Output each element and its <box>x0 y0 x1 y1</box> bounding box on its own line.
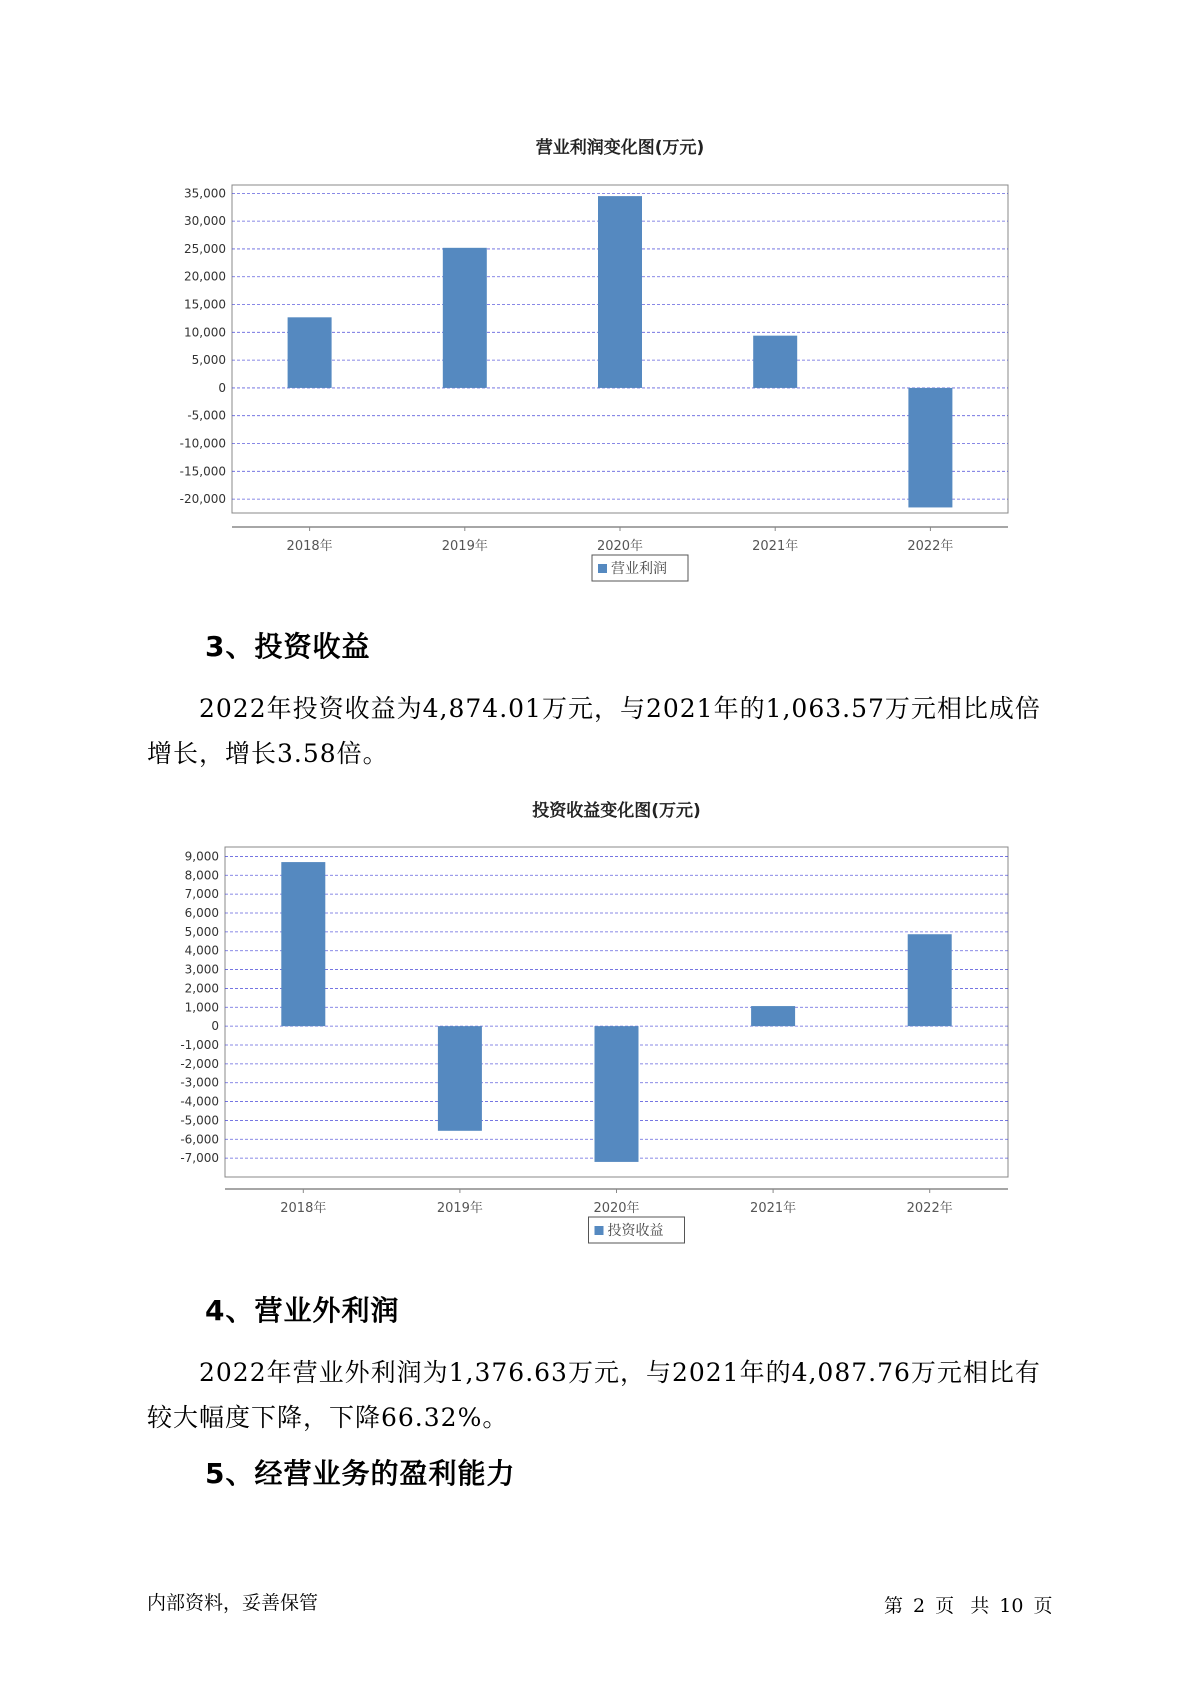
y-tick-label: -5,000 <box>180 1113 219 1128</box>
section-4-text: 2022年营业外利润为1,376.63万元，与2021年的4,087.76万元相比有较大幅度下降，下降66.32%。 <box>147 1358 1041 1432</box>
bar <box>281 862 325 1026</box>
y-tick-label: 5,000 <box>191 353 226 368</box>
y-tick-label: 10,000 <box>184 325 226 340</box>
legend <box>592 555 688 581</box>
y-tick-label: -2,000 <box>180 1056 219 1071</box>
x-tick-label: 2018年 <box>286 539 333 554</box>
y-tick-label: 8,000 <box>184 868 219 883</box>
operating-profit-chart <box>160 130 1040 600</box>
y-tick-label: -15,000 <box>179 464 226 479</box>
investment-income-chart <box>160 797 1040 1272</box>
y-tick-label: -3,000 <box>180 1075 219 1090</box>
x-tick-label: 2022年 <box>907 539 954 554</box>
y-tick-label: 15,000 <box>184 297 226 312</box>
y-tick-label: 1,000 <box>184 1000 219 1015</box>
legend-swatch <box>598 564 607 573</box>
section-5-heading: 5、经营业务的盈利能力 <box>205 1457 516 1490</box>
section-4-paragraph <box>147 1350 1047 1440</box>
bar <box>443 248 487 388</box>
y-tick-label: -20,000 <box>179 492 226 507</box>
y-tick-label: 5,000 <box>184 924 219 939</box>
x-tick-label: 2022年 <box>906 1201 953 1216</box>
section-3-text: 2022年投资收益为4,874.01万元，与2021年的1,063.57万元相比成倍增长，增长3.58倍。 <box>147 694 1041 768</box>
legend-swatch <box>595 1226 604 1235</box>
bar <box>908 934 952 1026</box>
legend <box>589 1217 685 1243</box>
operating-profit-chart-svg <box>160 130 1040 600</box>
legend-label: 投资收益 <box>607 1223 664 1239</box>
chart-title: 投资收益变化图(万元) <box>532 801 701 821</box>
x-tick-label: 2020年 <box>596 539 644 554</box>
bar <box>288 317 332 388</box>
x-tick-label: 2021年 <box>752 539 799 554</box>
x-tick-label: 2020年 <box>593 1201 640 1216</box>
y-tick-label: 3,000 <box>184 962 219 977</box>
y-tick-label: 9,000 <box>184 849 219 864</box>
bar <box>595 1026 639 1162</box>
y-tick-label: 25,000 <box>184 241 226 256</box>
y-tick-label: 2,000 <box>184 981 219 996</box>
bar <box>751 1006 795 1026</box>
y-tick-label: -6,000 <box>180 1132 219 1147</box>
y-tick-label: 7,000 <box>184 887 219 902</box>
y-tick-label: 35,000 <box>184 186 226 201</box>
footer-confidential-note: 内部资料，妥善保管 <box>147 1592 319 1614</box>
chart-title: 营业利润变化图(万元) <box>535 138 705 158</box>
y-tick-label: -10,000 <box>179 436 226 451</box>
y-tick-label: -7,000 <box>180 1151 219 1166</box>
x-tick-label: 2019年 <box>436 1201 483 1216</box>
x-tick-label: 2019年 <box>441 539 488 554</box>
footer-page-number <box>884 1591 1058 1618</box>
section-3-paragraph <box>147 686 1047 776</box>
bar <box>598 196 642 388</box>
section-3-heading: 3、投资收益 <box>205 630 371 663</box>
x-tick-label: 2018年 <box>280 1201 327 1216</box>
x-tick-label: 2021年 <box>750 1201 797 1216</box>
y-tick-label: 30,000 <box>184 214 226 229</box>
bar <box>438 1026 482 1131</box>
y-tick-label: 0 <box>211 1019 219 1034</box>
bar <box>753 336 797 388</box>
y-tick-label: 4,000 <box>184 943 219 958</box>
investment-income-chart-svg <box>160 797 1040 1272</box>
y-tick-label: 20,000 <box>184 269 226 284</box>
y-tick-label: -4,000 <box>180 1094 219 1109</box>
y-tick-label: -5,000 <box>187 408 226 423</box>
y-tick-label: 6,000 <box>184 906 219 920</box>
footer-total-label: 共 10 页 <box>970 1595 1053 1617</box>
footer-page-label: 第 2 页 <box>884 1595 955 1617</box>
bar <box>908 388 952 508</box>
section-4-heading: 4、营业外利润 <box>205 1294 400 1327</box>
legend-label: 营业利润 <box>611 561 667 577</box>
y-tick-label: -1,000 <box>180 1038 219 1052</box>
y-tick-label: 0 <box>218 380 226 395</box>
